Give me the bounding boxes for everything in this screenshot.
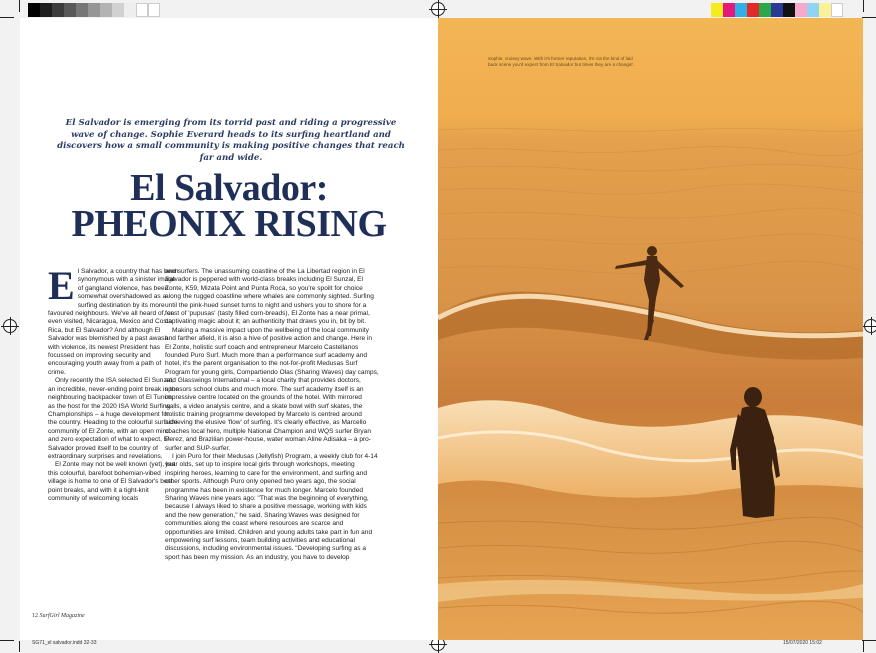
- crop-mark: [862, 17, 876, 18]
- article-column-1: [48, 263, 180, 503]
- paragraph-text: l Salvador, a country that has been synonymous with a sinister image of gangland violence, has been somewhat overshadowed as a surfing destination by its more favoured neighbours. We've all heard of, or even visited, Nicaragua, Mexico and Costa Rica, but El Salvador? And although El Salvador was blemished by a past awash with violence, its newest President has focussed on improving security and encouraging youth away from a path of crime.: [48, 268, 179, 376]
- slug-file: SG71_el salvador.indd 32-33: [32, 640, 97, 646]
- headline-line-2: PHEONIX RISING: [71, 203, 387, 245]
- paragraph: [48, 263, 180, 377]
- registration-mark: [864, 319, 876, 333]
- left-page: [20, 18, 438, 640]
- sunset-surf-image: [438, 18, 863, 640]
- paragraph: Only recently the ISA selected El Sunzal, an incredible, never-ending point break in the neighbouring backpacker town of El Tunco, as the host for the 2020 ISA World Surfing Championships – a huge development for the country. Heading to the colourful surfside community of El Zonte, with an open mind and zero expectation of what to expect, El Salvador proved itself to be country of extraordinary surprises and revelations.: [48, 377, 180, 460]
- crop-mark: [862, 640, 876, 641]
- paragraph: El Zonte may not be well known (yet), but this colourful, barefoot bohemian-vibed village is home to one of El Salvador's best point breaks, and with it a tight-knit community of welcoming locals: [48, 461, 176, 502]
- article-headline: [40, 167, 418, 245]
- paragraph: I join Puro for their Medusas (Jellyfish) Program, a weekly club for 4-14 year olds, set up to inspire local girls through workshops, meeting inspiring heroes, learning to care for the environment, and surfing and other sports. Although Puro only opened two years ago, the social programme has been in existence for much longer. Marcelo founded Sharing Waves nine years ago: "That was the beginning of everything, because I always liked to share a positive message, working with kids and the new generation," he said. Sharing Waves was designed for communities along the coast where resources are scarce and opportunities are limited. Children and young adults take part in fun and empowering surf lessons, team building activities and educational discussions, including environmental issues. "Developing surfing as a sport has been my mission. As an industry, you have to develop: [165, 452, 378, 561]
- headline-line-1: El Salvador:: [130, 167, 328, 209]
- folio: [32, 613, 85, 619]
- page-number: 12: [32, 613, 38, 619]
- crop-mark: [0, 640, 14, 641]
- paragraph: Making a massive impact upon the wellbeing of the local community and farther afield, it is also a hive of positive action and change. Here in El Zonte, holistic surf coach and entrepreneur Marcelo Castellanos founded Puro Surf. Much more than a performance surf academy and hotel, it's the parent organisation to the not-for-profit Medusas Surf Program for young girls, Compartiendo Olas (Sharing Waves) day camps, and Glasswings International – a local charity that provides doctors, sponsors school clubs and much more. The surf academy itself is an impressive centre located on the grounds of the hotel. With mirrored walls, a video analysis centre, and a skate bowl with surf skates, the holistic training programme developed by Marcelo is centred around achieving the elusive 'flow' of surfing. It's clearly effective, as Marcello coaches local hero, multiple National Champion and WQS surfer Bryan Perez, and Brazilian power-house, water woman Aline Adisaka – a pro-surfer and SUP-surfer.: [165, 326, 379, 452]
- paragraph: and surfers. The unassuming coastline of the La Libertad region in El Salvador is peppered with world-class breaks including El Sunzal, El Zonte, K59, Mizata Point and Punta Roca, so you're spoilt for choice along the rugged coastline where whales are commonly sighted. Surfing until the pink-hued sunset turns to night and ushers you to shore for a feast of 'pupusas' (tasty filled corn-breads), El Zonte has a near primal, captivating magic about it; an authenticity that draws you in, bit by bit.: [165, 268, 374, 326]
- article-column-2: [165, 268, 379, 562]
- surf-photo: [438, 18, 863, 640]
- crop-mark: [19, 0, 20, 12]
- drop-cap: E: [48, 263, 75, 308]
- crop-mark: [863, 641, 864, 652]
- greyscale-bar: [28, 3, 160, 17]
- slug-datetime: 15/07/2020 15:02: [783, 640, 822, 646]
- standfirst: El Salvador is emerging from its torrid past and riding a progressive wave of change. Sophie Everard heads to its surfing heartland and discovers how a small community is making positive changes that reach far and wide.: [57, 118, 405, 163]
- registration-mark: [3, 319, 17, 333]
- crop-mark: [0, 17, 14, 18]
- colour-bar: [711, 3, 843, 17]
- photo-caption: Sophie, cruisey wave. With it's former reputation, it's not the kind of laid back scene you'd expect from El Salvador but times they are a changin'.: [488, 56, 635, 68]
- crop-mark: [863, 0, 864, 12]
- crop-mark: [19, 641, 20, 652]
- registration-mark: [431, 2, 445, 16]
- publication-name: SurfGirl Magazine: [39, 613, 85, 619]
